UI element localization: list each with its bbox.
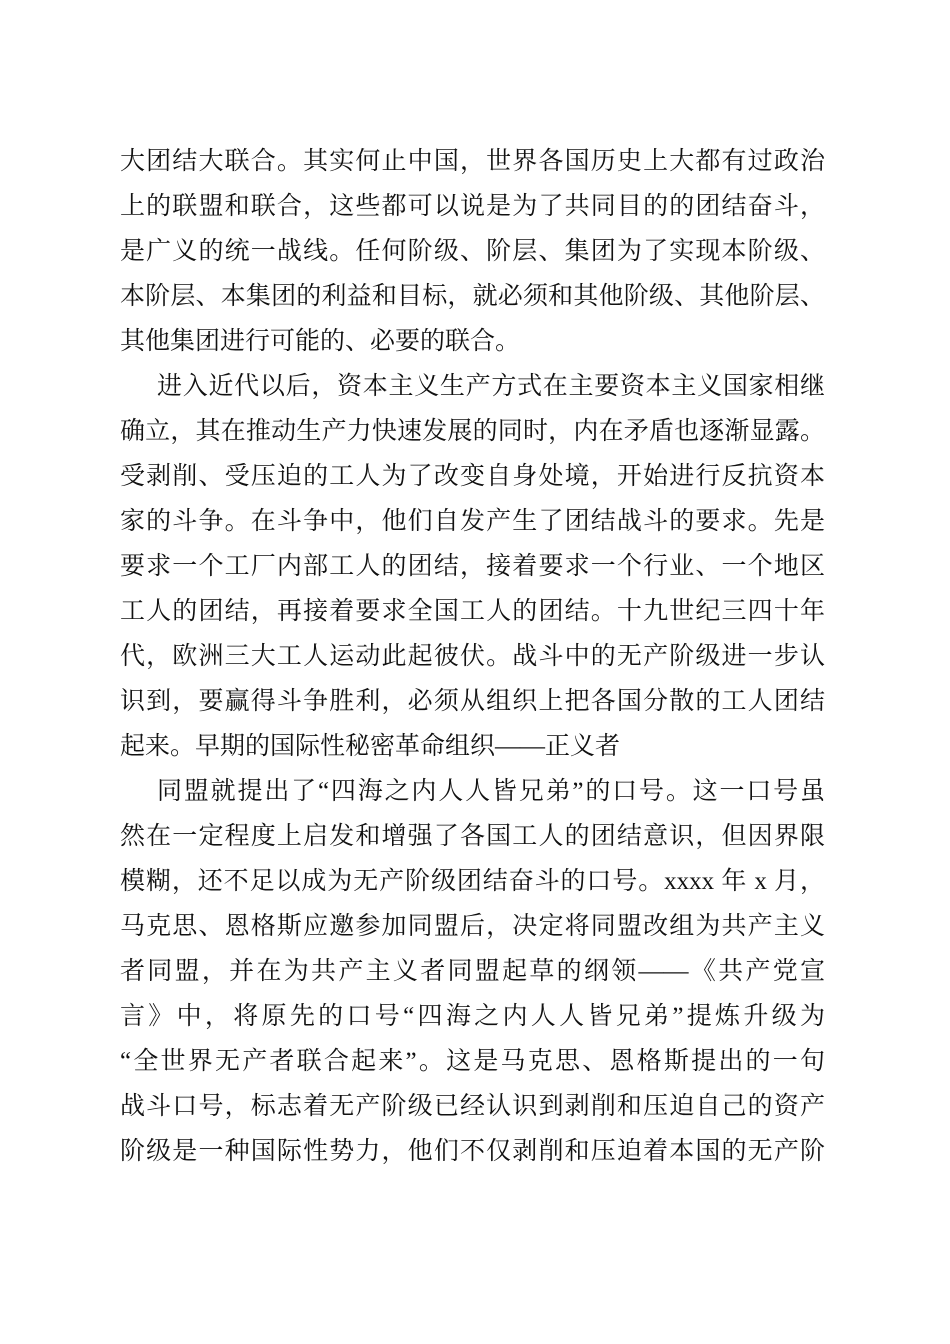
text-line: 进入近代以后，资本主义生产方式在主要资本主义国家相继 (157, 373, 825, 400)
text-line: 言》中，将原先的口号“四海之内人人皆兄弟”提炼升级为 (120, 1003, 825, 1030)
text-line: “全世界无产者联合起来”。这是马克思、恩格斯提出的一句 (120, 1048, 825, 1075)
text-line: 其他集团进行可能的、必要的联合。 (120, 328, 521, 355)
text-line: 同盟就提出了“四海之内人人皆兄弟”的口号。这一口号虽 (157, 778, 825, 805)
text-line: 识到，要赢得斗争胜利，必须从组织上把各国分散的工人团结 (120, 688, 825, 715)
paragraph-3 (120, 769, 825, 1174)
text-line: 要求一个工厂内部工人的团结，接着要求一个行业、一个地区 (120, 553, 825, 580)
text-line: 起来。早期的国际性秘密革命组织——正义者 (120, 733, 621, 760)
paragraph-2 (120, 364, 825, 769)
text-line: 战斗口号，标志着无产阶级已经认识到剥削和压迫自己的资产 (120, 1093, 825, 1120)
text-line: 是广义的统一战线。任何阶级、阶层、集团为了实现本阶级、 (120, 238, 825, 265)
text-line: 本阶层、本集团的利益和目标，就必须和其他阶级、其他阶层、 (120, 283, 825, 310)
text-line: 模糊，还不足以成为无产阶级团结奋斗的口号。xxxx 年 x 月， (120, 868, 825, 895)
text-line: 大团结大联合。其实何止中国，世界各国历史上大都有过政治 (120, 148, 825, 175)
text-line: 工人的团结，再接着要求全国工人的团结。十九世纪三四十年 (120, 598, 825, 625)
text-line: 确立，其在推动生产力快速发展的同时，内在矛盾也逐渐显露。 (120, 418, 825, 445)
paragraph-1 (120, 139, 825, 364)
text-line: 上的联盟和联合，这些都可以说是为了共同目的的团结奋斗， (120, 193, 825, 220)
text-line: 受剥削、受压迫的工人为了改变自身处境，开始进行反抗资本 (120, 463, 825, 490)
document-body (120, 139, 825, 1174)
text-line: 马克思、恩格斯应邀参加同盟后，决定将同盟改组为共产主义 (120, 913, 825, 940)
text-line: 然在一定程度上启发和增强了各国工人的团结意识，但因界限 (120, 823, 825, 850)
text-line: 家的斗争。在斗争中，他们自发产生了团结战斗的要求。先是 (120, 508, 825, 535)
text-line: 阶级是一种国际性势力，他们不仅剥削和压迫着本国的无产阶 (120, 1138, 825, 1165)
text-line: 者同盟，并在为共产主义者同盟起草的纲领——《共产党宣 (120, 958, 825, 985)
text-line: 代，欧洲三大工人运动此起彼伏。战斗中的无产阶级进一步认 (120, 643, 825, 670)
